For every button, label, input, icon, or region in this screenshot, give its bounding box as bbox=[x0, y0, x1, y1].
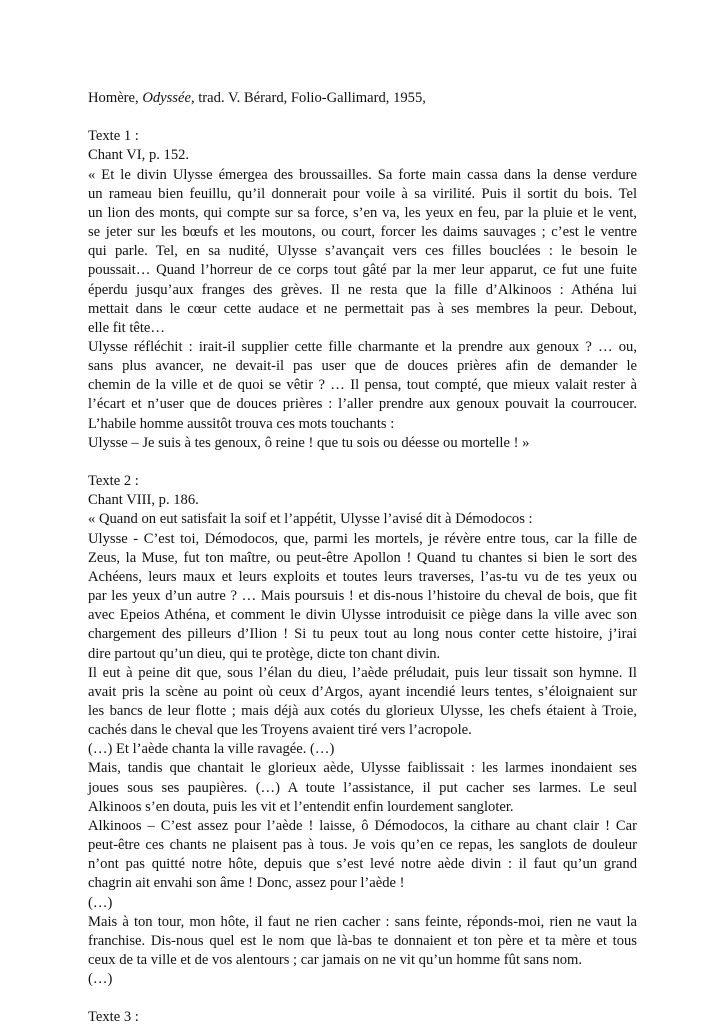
text-line: un rameau bien feuillu, qu’il donnerait pour voile à sa virilité. Puis il sortit du bois. Tel bbox=[88, 185, 637, 202]
text-line: Mais à ton tour, mon hôte, il faut ne rien cacher : sans feinte, réponds-moi, rien ne vaut la bbox=[88, 913, 637, 930]
text-line: Ulysse réfléchit : irait-il supplier cette fille charmante et la prendre aux genoux ? … ou, bbox=[88, 339, 637, 356]
text-line: poussait… Quand l’horreur de ce corps tout gâté par la mer leur apparut, ce fut une fuite bbox=[88, 262, 637, 279]
text-line: par les yeux d’un autre ? … Mais poursuis ! et dis-nous l’histoire du cheval de bois, que fit bbox=[88, 588, 637, 605]
section-label: Texte 1 : bbox=[88, 128, 139, 145]
spacer bbox=[88, 989, 637, 1008]
text-line: avait pris la scène au point où ceux d’Argos, ayant incendié leurs tentes, s’éloignaient sur bbox=[88, 683, 637, 700]
text-line: mettait dans le cœur cette audace et ne permettait pas à ses membres la peur. Debout, bbox=[88, 300, 637, 317]
texte-3 bbox=[88, 1008, 637, 1027]
chapter-reference: Chant VIII, p. 186. bbox=[88, 492, 199, 509]
text-line: Alkinoos s’en douta, puis les vit et l’entendit enfin lourdement sangloter. bbox=[88, 798, 514, 815]
text-line: cachés dans le cheval que les Troyens avaient tiré vers l’acropole. bbox=[88, 722, 472, 739]
text-line: franchise. Dis-nous quel est le nom que là-bas te donnaient et ton père et ta mère et tous bbox=[88, 932, 637, 949]
text-line: qui parle. Tel, en sa nudité, Ulysse s’avançait vers ces filles bouclées : le besoin le bbox=[88, 243, 637, 260]
chapter-reference: Chant VI, p. 152. bbox=[88, 147, 190, 164]
edition-info: , trad. V. Bérard, Folio-Gallimard, 1955, bbox=[190, 90, 426, 106]
text-line: chagrin ait envahi son âme ! Donc, assez pour l’aède ! bbox=[88, 875, 405, 892]
text-line: (…) bbox=[88, 971, 113, 988]
text-line: elle fit tête… bbox=[88, 319, 165, 336]
section-label: Texte 2 : bbox=[88, 473, 139, 490]
text-line: se jeter sur les bœufs et les moutons, ou court, forcer les daims sauvages ; c’est le ventre bbox=[88, 224, 637, 241]
text-line: les bancs de leur flotte ; mais déjà aux cotés du glorieux Ulysse, les chefs étaient à Troie, bbox=[88, 702, 637, 719]
texte-2 bbox=[88, 472, 637, 989]
text-line: Mais, tandis que chantait le glorieux aède, Ulysse faiblissait : les larmes inondaient ses bbox=[88, 760, 637, 777]
text-line: ceux de ta ville et de vos alentours ; car jamais on ne vit qu’un homme fût sans nom. bbox=[88, 952, 583, 968]
text-line: avec Epeios Athéna, et comment le divin Ulysse introduisit ce piège dans la ville avec son bbox=[88, 607, 637, 624]
text-line: « Et le divin Ulysse émergea des broussailles. Sa forte main cassa dans la dense verdure bbox=[88, 166, 637, 183]
text-line: L’habile homme aussitôt trouva ces mots touchants : bbox=[88, 415, 395, 432]
document-page bbox=[88, 89, 637, 1028]
text-line: éperdu jusqu’aux franges des grèves. Il ne resta que la fille d’Alkinoos : Athéna lui bbox=[88, 281, 637, 298]
text-line: Ulysse – Je suis à tes genoux, ô reine ! que tu sois ou déesse ou mortelle ! » bbox=[88, 434, 530, 451]
text-line: Zeus, la Muse, fut ton maître, ou peut-être Apollon ! Quand tu chantes si bien le sort des bbox=[88, 549, 637, 566]
excerpt-body bbox=[88, 510, 637, 989]
excerpt-body bbox=[88, 166, 637, 453]
text-line: joues sous ses paupières. (…) A toute l’assistance, il put cacher ses larmes. Le seul bbox=[88, 779, 637, 796]
texte-1 bbox=[88, 127, 637, 453]
text-line: Alkinoos – C’est assez pour l’aède ! laisse, ô Démodocos, la cithare au chant clair ! Car bbox=[88, 817, 637, 834]
text-line: Achéens, leurs maux et leurs exploits et toutes leurs traverses, l’as-tu vu de tes yeux ou bbox=[88, 568, 637, 585]
spacer bbox=[88, 108, 637, 127]
work-title: Odyssée bbox=[142, 90, 191, 106]
text-line: dire partout qu’un dieu, qui te protège, dicte ton chant divin. bbox=[88, 645, 441, 662]
section-label: Texte 3 : bbox=[88, 1009, 139, 1026]
text-line: n’ont pas quitté notre hôte, depuis que s’est levé notre aède divin : il faut qu’un grand bbox=[88, 856, 637, 873]
text-line: « Quand on eut satisfait la soif et l’appétit, Ulysse l’avisé dit à Démodocos : bbox=[88, 511, 533, 528]
text-line: chargement des pilleurs d’Ilion ! Si tu peux tout au long nous conter cette histoire, j’irai bbox=[88, 626, 637, 643]
text-line: peut-être ces chants ne plaisent pas à tous. Je vois qu’en ce repas, les sanglots de douleur bbox=[88, 837, 637, 854]
text-line: (…) bbox=[88, 894, 113, 911]
text-line: un lion des monts, qui compte sur sa force, s’en va, les yeux en feu, par la pluie et le vent, bbox=[88, 204, 637, 221]
author: Homère, bbox=[88, 90, 143, 106]
text-line: sans plus avancer, ne devait-il pas user que de douces prières afin de demander le bbox=[88, 358, 637, 375]
bibliographic-reference bbox=[88, 89, 637, 108]
spacer bbox=[88, 453, 637, 472]
text-line: Ulysse - C’est toi, Démodocos, que, parmi les mortels, je révère entre tous, car la fille de bbox=[88, 530, 637, 547]
text-line: chemin de la ville et de quoi se vêtir ? … Il pensa, tout compté, que mieux valait rester à bbox=[88, 377, 637, 394]
text-line: Il eut à peine dit que, sous l’élan du dieu, l’aède préludait, puis leur tissait son hymne. Il bbox=[88, 664, 637, 681]
text-line: (…) Et l’aède chanta la ville ravagée. (…) bbox=[88, 741, 335, 758]
text-line: l’écart et n’user que de douces prières : l’aller prendre aux genoux pouvait la courroucer. bbox=[88, 396, 637, 413]
